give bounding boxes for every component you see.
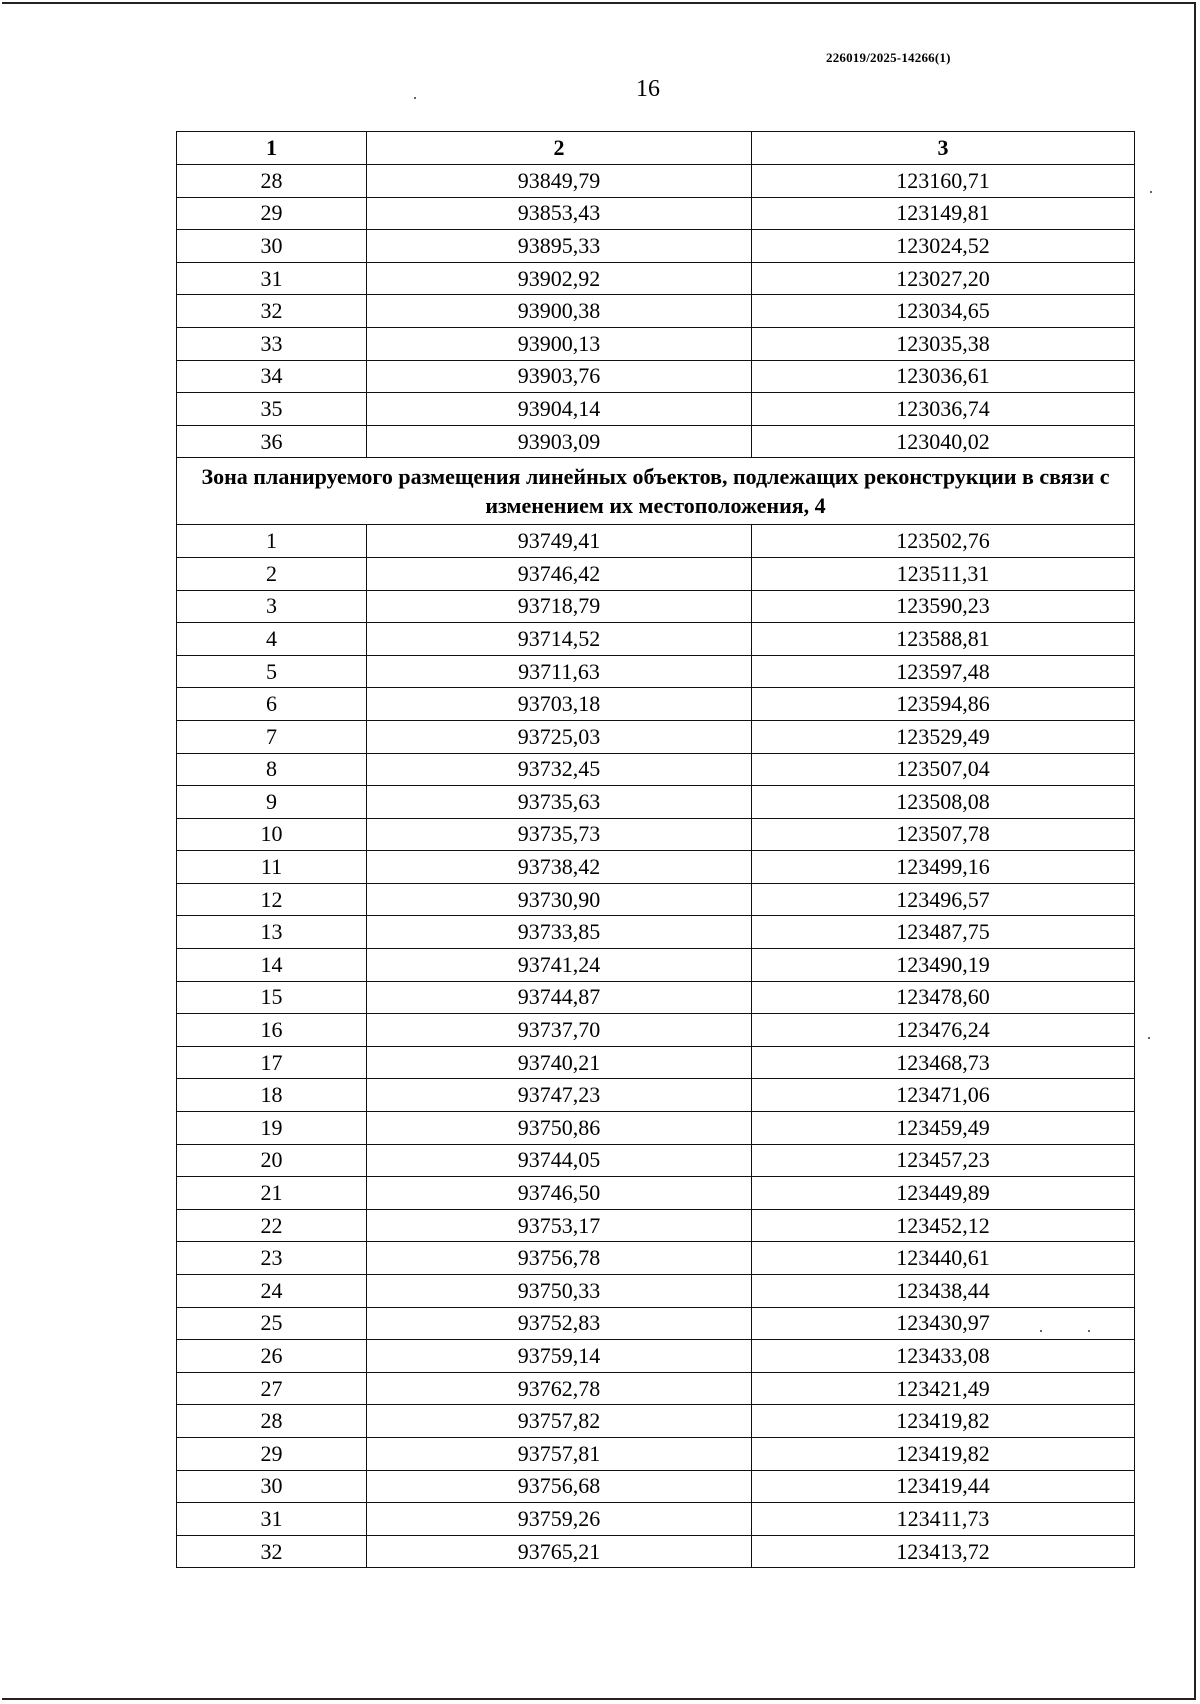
point-number-cell: 12 xyxy=(177,883,367,916)
x-coordinate-cell: 93902,92 xyxy=(367,262,752,295)
point-number-cell: 8 xyxy=(177,753,367,786)
y-coordinate-cell: 123036,61 xyxy=(752,360,1135,393)
x-coordinate-cell: 93746,50 xyxy=(367,1177,752,1210)
table-row xyxy=(177,851,1135,884)
point-number-cell: 36 xyxy=(177,425,367,458)
x-coordinate-cell: 93744,05 xyxy=(367,1144,752,1177)
point-number-cell: 4 xyxy=(177,623,367,656)
table-row xyxy=(177,1112,1135,1145)
x-coordinate-cell: 93752,83 xyxy=(367,1307,752,1340)
y-coordinate-cell: 123511,31 xyxy=(752,557,1135,590)
y-coordinate-cell: 123507,04 xyxy=(752,753,1135,786)
x-coordinate-cell: 93703,18 xyxy=(367,688,752,721)
point-number-cell: 32 xyxy=(177,1535,367,1568)
table-row xyxy=(177,916,1135,949)
point-number-cell: 18 xyxy=(177,1079,367,1112)
x-coordinate-cell: 93757,82 xyxy=(367,1405,752,1438)
y-coordinate-cell: 123419,82 xyxy=(752,1437,1135,1470)
table-row xyxy=(177,883,1135,916)
table-row xyxy=(177,525,1135,558)
x-coordinate-cell: 93730,90 xyxy=(367,883,752,916)
table-row xyxy=(177,393,1135,426)
x-coordinate-cell: 93853,43 xyxy=(367,197,752,230)
table-row xyxy=(177,688,1135,721)
x-coordinate-cell: 93900,13 xyxy=(367,327,752,360)
x-coordinate-cell: 93740,21 xyxy=(367,1046,752,1079)
column-header: 1 xyxy=(177,132,367,165)
table-row xyxy=(177,623,1135,656)
table-row xyxy=(177,1340,1135,1373)
table-row xyxy=(177,1470,1135,1503)
table-row xyxy=(177,1437,1135,1470)
table-row xyxy=(177,1014,1135,1047)
x-coordinate-cell: 93757,81 xyxy=(367,1437,752,1470)
point-number-cell: 14 xyxy=(177,949,367,982)
y-coordinate-cell: 123413,72 xyxy=(752,1535,1135,1568)
point-number-cell: 6 xyxy=(177,688,367,721)
point-number-cell: 35 xyxy=(177,393,367,426)
x-coordinate-cell: 93903,76 xyxy=(367,360,752,393)
scan-speck xyxy=(414,97,416,99)
x-coordinate-cell: 93711,63 xyxy=(367,655,752,688)
table-row xyxy=(177,981,1135,1014)
table-row xyxy=(177,1372,1135,1405)
y-coordinate-cell: 123471,06 xyxy=(752,1079,1135,1112)
y-coordinate-cell: 123502,76 xyxy=(752,525,1135,558)
y-coordinate-cell: 123452,12 xyxy=(752,1209,1135,1242)
table-row xyxy=(177,1503,1135,1536)
point-number-cell: 29 xyxy=(177,1437,367,1470)
x-coordinate-cell: 93900,38 xyxy=(367,295,752,328)
point-number-cell: 7 xyxy=(177,720,367,753)
point-number-cell: 34 xyxy=(177,360,367,393)
table-row xyxy=(177,1177,1135,1210)
point-number-cell: 19 xyxy=(177,1112,367,1145)
table-row xyxy=(177,1144,1135,1177)
point-number-cell: 33 xyxy=(177,327,367,360)
coordinates-table xyxy=(176,131,1135,1568)
y-coordinate-cell: 123508,08 xyxy=(752,786,1135,819)
point-number-cell: 29 xyxy=(177,197,367,230)
point-number-cell: 15 xyxy=(177,981,367,1014)
x-coordinate-cell: 93744,87 xyxy=(367,981,752,1014)
table-row xyxy=(177,1242,1135,1275)
table-row xyxy=(177,753,1135,786)
point-number-cell: 23 xyxy=(177,1242,367,1275)
y-coordinate-cell: 123430,97 xyxy=(752,1307,1135,1340)
point-number-cell: 5 xyxy=(177,655,367,688)
x-coordinate-cell: 93765,21 xyxy=(367,1535,752,1568)
table-row xyxy=(177,590,1135,623)
x-coordinate-cell: 93749,41 xyxy=(367,525,752,558)
x-coordinate-cell: 93759,14 xyxy=(367,1340,752,1373)
x-coordinate-cell: 93733,85 xyxy=(367,916,752,949)
table-row xyxy=(177,197,1135,230)
y-coordinate-cell: 123419,44 xyxy=(752,1470,1135,1503)
table-row xyxy=(177,1046,1135,1079)
column-header: 2 xyxy=(367,132,752,165)
y-coordinate-cell: 123597,48 xyxy=(752,655,1135,688)
column-header: 3 xyxy=(752,132,1135,165)
y-coordinate-cell: 123036,74 xyxy=(752,393,1135,426)
point-number-cell: 20 xyxy=(177,1144,367,1177)
point-number-cell: 30 xyxy=(177,1470,367,1503)
point-number-cell: 27 xyxy=(177,1372,367,1405)
y-coordinate-cell: 123588,81 xyxy=(752,623,1135,656)
table-row xyxy=(177,786,1135,819)
table-row xyxy=(177,262,1135,295)
x-coordinate-cell: 93746,42 xyxy=(367,557,752,590)
table-row xyxy=(177,1307,1135,1340)
point-number-cell: 21 xyxy=(177,1177,367,1210)
x-coordinate-cell: 93735,73 xyxy=(367,818,752,851)
point-number-cell: 1 xyxy=(177,525,367,558)
page-number: 16 xyxy=(636,76,660,102)
point-number-cell: 11 xyxy=(177,851,367,884)
point-number-cell: 10 xyxy=(177,818,367,851)
table-row xyxy=(177,1405,1135,1438)
table-row xyxy=(177,1535,1135,1568)
x-coordinate-cell: 93903,09 xyxy=(367,425,752,458)
point-number-cell: 24 xyxy=(177,1275,367,1308)
x-coordinate-cell: 93756,68 xyxy=(367,1470,752,1503)
point-number-cell: 28 xyxy=(177,165,367,198)
y-coordinate-cell: 123476,24 xyxy=(752,1014,1135,1047)
x-coordinate-cell: 93849,79 xyxy=(367,165,752,198)
scan-speck xyxy=(1148,1037,1150,1039)
y-coordinate-cell: 123035,38 xyxy=(752,327,1135,360)
y-coordinate-cell: 123459,49 xyxy=(752,1112,1135,1145)
x-coordinate-cell: 93738,42 xyxy=(367,851,752,884)
x-coordinate-cell: 93750,33 xyxy=(367,1275,752,1308)
y-coordinate-cell: 123594,86 xyxy=(752,688,1135,721)
x-coordinate-cell: 93735,63 xyxy=(367,786,752,819)
point-number-cell: 32 xyxy=(177,295,367,328)
table-row xyxy=(177,557,1135,590)
y-coordinate-cell: 123507,78 xyxy=(752,818,1135,851)
section-row xyxy=(177,458,1135,525)
point-number-cell: 30 xyxy=(177,230,367,263)
table-row xyxy=(177,327,1135,360)
point-number-cell: 16 xyxy=(177,1014,367,1047)
x-coordinate-cell: 93714,52 xyxy=(367,623,752,656)
point-number-cell: 31 xyxy=(177,1503,367,1536)
table-row xyxy=(177,655,1135,688)
y-coordinate-cell: 123496,57 xyxy=(752,883,1135,916)
point-number-cell: 26 xyxy=(177,1340,367,1373)
point-number-cell: 9 xyxy=(177,786,367,819)
y-coordinate-cell: 123468,73 xyxy=(752,1046,1135,1079)
section-title: Зона планируемого размещения линейных объектов, подлежащих реконструкции в связи с изменением их местоположения, 4 xyxy=(177,458,1135,525)
table-row xyxy=(177,949,1135,982)
y-coordinate-cell: 123499,16 xyxy=(752,851,1135,884)
table-row xyxy=(177,165,1135,198)
x-coordinate-cell: 93759,26 xyxy=(367,1503,752,1536)
point-number-cell: 2 xyxy=(177,557,367,590)
y-coordinate-cell: 123040,02 xyxy=(752,425,1135,458)
point-number-cell: 31 xyxy=(177,262,367,295)
table-row xyxy=(177,425,1135,458)
table-row xyxy=(177,818,1135,851)
x-coordinate-cell: 93895,33 xyxy=(367,230,752,263)
x-coordinate-cell: 93747,23 xyxy=(367,1079,752,1112)
point-number-cell: 13 xyxy=(177,916,367,949)
table-row xyxy=(177,1275,1135,1308)
table-header-row xyxy=(177,132,1135,165)
y-coordinate-cell: 123449,89 xyxy=(752,1177,1135,1210)
scan-speck xyxy=(1150,191,1152,193)
y-coordinate-cell: 123419,82 xyxy=(752,1405,1135,1438)
x-coordinate-cell: 93725,03 xyxy=(367,720,752,753)
y-coordinate-cell: 123160,71 xyxy=(752,165,1135,198)
x-coordinate-cell: 93756,78 xyxy=(367,1242,752,1275)
point-number-cell: 17 xyxy=(177,1046,367,1079)
x-coordinate-cell: 93762,78 xyxy=(367,1372,752,1405)
y-coordinate-cell: 123478,60 xyxy=(752,981,1135,1014)
document-number: 226019/2025-14266(1) xyxy=(826,50,951,65)
y-coordinate-cell: 123457,23 xyxy=(752,1144,1135,1177)
y-coordinate-cell: 123034,65 xyxy=(752,295,1135,328)
x-coordinate-cell: 93718,79 xyxy=(367,590,752,623)
y-coordinate-cell: 123024,52 xyxy=(752,230,1135,263)
y-coordinate-cell: 123529,49 xyxy=(752,720,1135,753)
y-coordinate-cell: 123440,61 xyxy=(752,1242,1135,1275)
y-coordinate-cell: 123411,73 xyxy=(752,1503,1135,1536)
x-coordinate-cell: 93904,14 xyxy=(367,393,752,426)
y-coordinate-cell: 123438,44 xyxy=(752,1275,1135,1308)
point-number-cell: 25 xyxy=(177,1307,367,1340)
table-row xyxy=(177,360,1135,393)
table-row xyxy=(177,1079,1135,1112)
x-coordinate-cell: 93741,24 xyxy=(367,949,752,982)
x-coordinate-cell: 93750,86 xyxy=(367,1112,752,1145)
x-coordinate-cell: 93753,17 xyxy=(367,1209,752,1242)
point-number-cell: 3 xyxy=(177,590,367,623)
table-row xyxy=(177,295,1135,328)
point-number-cell: 22 xyxy=(177,1209,367,1242)
y-coordinate-cell: 123487,75 xyxy=(752,916,1135,949)
y-coordinate-cell: 123433,08 xyxy=(752,1340,1135,1373)
y-coordinate-cell: 123027,20 xyxy=(752,262,1135,295)
point-number-cell: 28 xyxy=(177,1405,367,1438)
y-coordinate-cell: 123149,81 xyxy=(752,197,1135,230)
table-row xyxy=(177,230,1135,263)
y-coordinate-cell: 123490,19 xyxy=(752,949,1135,982)
table-row xyxy=(177,1209,1135,1242)
table-row xyxy=(177,720,1135,753)
y-coordinate-cell: 123421,49 xyxy=(752,1372,1135,1405)
x-coordinate-cell: 93732,45 xyxy=(367,753,752,786)
x-coordinate-cell: 93737,70 xyxy=(367,1014,752,1047)
y-coordinate-cell: 123590,23 xyxy=(752,590,1135,623)
